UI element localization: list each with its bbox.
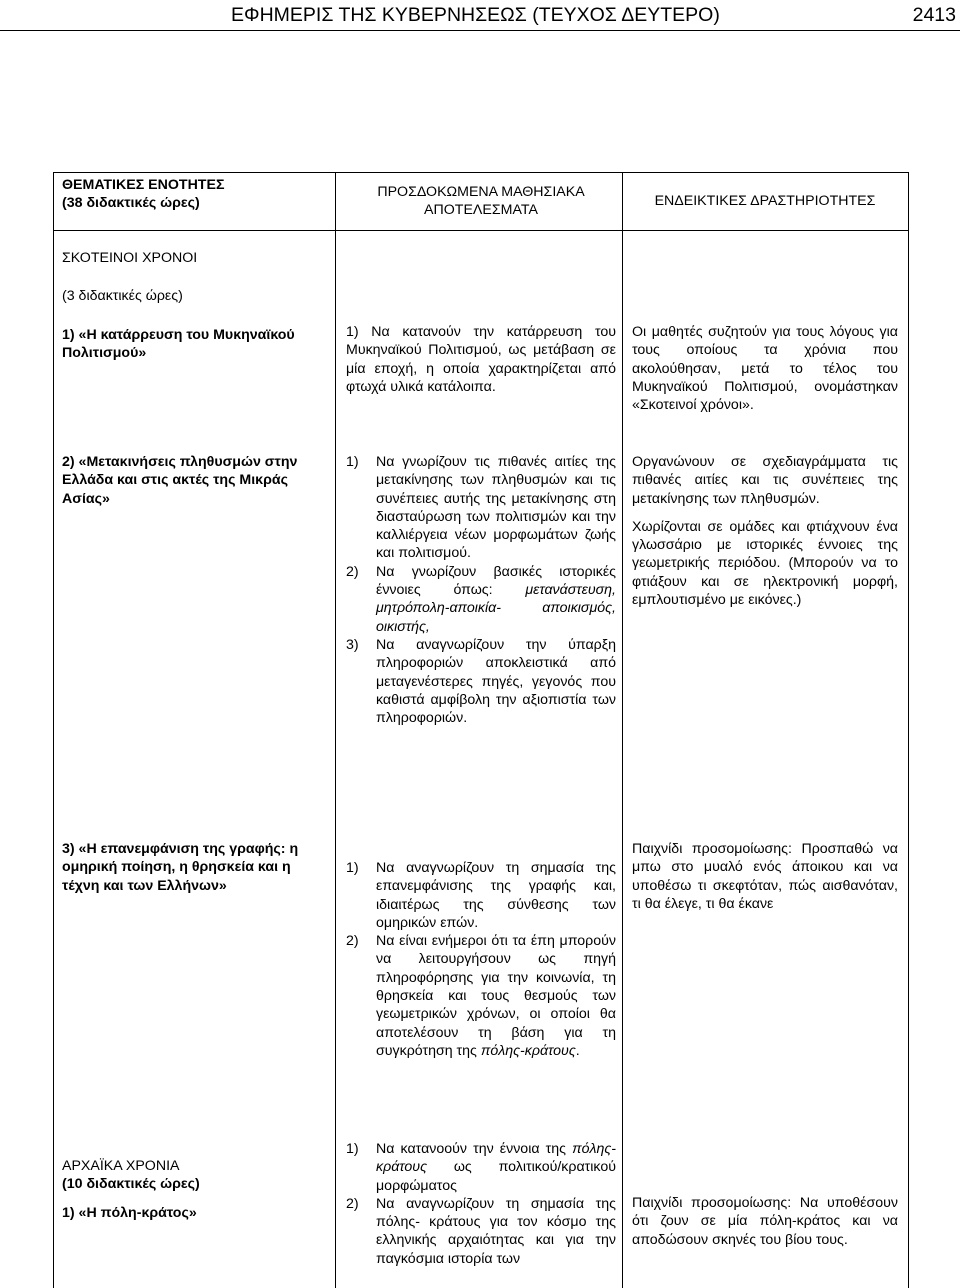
- topic-population-movements: 2) «Μετακινήσεις πληθυσμών στην Ελλάδα και στις ακτές της Μικράς Ασίας»: [62, 454, 298, 507]
- section-hours: (3 διδακτικές ώρες): [62, 288, 183, 305]
- header-col-topics: [62, 176, 324, 213]
- header-topics-title: ΘΕΜΑΤΙΚΕΣ ΕΝΟΤΗΤΕΣ: [62, 177, 225, 193]
- list-item: 1) Να γνωρίζουν τις πιθανές αιτίες της μετακίνησης των πληθυσμών και τις συνέπειες αυτής της μετακίνησης στη διασταύρωση των πολιτισμών και την καλλιέργεια νέων μορφωμάτων ζωής και πολιτισμού.: [346, 454, 616, 562]
- topic-writing-reappearance: 3) «Η επανεμφάνιση της γραφής: η ομηρική ποίηση, η θρησκεία και η τέχνη και των Ελλήνων»: [62, 841, 299, 894]
- list-item: 1) Να κατανοούν την έννοια της πόλης-κράτους ως πολιτικού/κρατικού μορφώματος: [346, 1141, 616, 1194]
- topic-mycenaean-collapse: 1) «Η κατάρρευση του Μυκηναϊκού Πολιτισμού»: [62, 326, 295, 361]
- list-item: 2) Να είναι ενήμεροι ότι τα έπη μπορούν να λειτουργήσουν ως πηγή πληροφόρησης για την κοινωνία, τη θρησκεία και τους θεσμούς των γεωμετρικών χρόνων, οι οποίοι θα αποτελέσουν τη βάση για τη συγκρότηση της πόλης-κράτους.: [346, 933, 616, 1059]
- section-archaic-years: [62, 1157, 324, 1222]
- activities-population-movements: [632, 453, 898, 609]
- table-border-top: [53, 172, 909, 173]
- list-item: 1) Να αναγνωρίζουν τη σημασία της επανεμφάνισης της γραφής και, ιδιαιτέρως της σύνθεσης των ομηρικών επών.: [346, 860, 616, 931]
- table-header-divider: [53, 230, 909, 231]
- table-divider-2: [622, 172, 623, 1288]
- activity-dark-ages-discussion: Οι μαθητές συζητούν για τους λόγους για τους οποίους τα χρόνια που ακολούθησαν, μετά το τέλος του Μυκηναϊκού Πολιτισμού, ονομάστηκαν «Σκοτεινοί χρόνοι».: [632, 324, 898, 414]
- page-header: [0, 0, 960, 31]
- section-dark-ages: [62, 249, 324, 362]
- activity-diagrams: Οργανώνουν σε σχεδιαγράμματα τις πιθανές αιτίες και τις συνέπειες της μετακίνησης των πληθυσμών.: [632, 454, 898, 507]
- header-title: ΕΦΗΜΕΡΙΣ ΤΗΣ ΚΥΒΕΡΝΗΣΕΩΣ (ΤΕΥΧΟΣ ΔΕΥΤΕΡΟ): [231, 4, 720, 26]
- outcome-mycenaean-collapse: 1) Να κατανούν την κατάρρευση του Μυκηναϊκού Πολιτισμού, ως μετάβαση σε μία εποχή, η οποία χαρακτηρίζεται από φτωχά υλικά κατάλοιπα.: [346, 324, 616, 395]
- list-item: 2) Να γνωρίζουν βασικές ιστορικές έννοιες όπως: μετανάστευση, μητρόπολη-αποικία- αποικισμός, οικιστής,: [346, 563, 616, 635]
- activity-glossary: Χωρίζονται σε ομάδες και φτιάχνουν ένα γλωσσάριο με ιστορικές έννοιες της γεωμετρικής περιόδου. (Μπορούν να το φτιάξουν και σε ηλεκτρονική μορφή, εμπλουτισμένο με εικόνες.): [632, 518, 898, 609]
- header-outcomes-line1: ΠΡΟΣΔΟΚΩΜΕΝΑ ΜΑΘΗΣΙΑΚΑ: [377, 184, 585, 200]
- table-border-left: [53, 172, 54, 1288]
- section-title: ΑΡΧΑΪΚΑ ΧΡΟΝΙΑ: [62, 1158, 180, 1174]
- header-activities-title: ΕΝΔΕΙΚΤΙΚΕΣ ΔΡΑΣΤΗΡΙΟΤΗΤΕΣ: [654, 193, 876, 209]
- page-number: 2413: [912, 4, 956, 26]
- list-item: 2) Να αναγνωρίζουν τη σημασία της πόλης- κράτους για τον κόσμο της ελληνικής αρχαιότητας και για την παγκόσμια ιστορία των: [346, 1195, 616, 1267]
- header-col-activities: [632, 192, 898, 210]
- outcomes-writing-reappearance: [346, 859, 616, 1060]
- header-col-outcomes: [346, 183, 616, 220]
- section-title: ΣΚΟΤΕΙΝΟΙ ΧΡΟΝΟΙ: [62, 250, 198, 266]
- list-item: 3) Να αναγνωρίζουν την ύπαρξη πληροφοριών αποκλειστικά από μεταγενέστερες πηγές, γεγονός που καθιστά αμφίβολη την αξιοπιστία των πληροφοριών.: [346, 636, 616, 727]
- section-hours: (10 διδακτικές ώρες): [62, 1176, 200, 1193]
- outcomes-city-state: [346, 1140, 616, 1268]
- table-divider-1: [335, 172, 336, 1288]
- activity-simulation-colonist: Παιχνίδι προσομοίωσης: Προσπαθώ να μπω στο μυαλό ενός άποικου και να υποθέσω τι σκεφτόταν, πώς αισθανόταν, τι θα έλεγε, τι θα έκανε: [632, 841, 898, 912]
- table-border-right: [908, 172, 909, 1288]
- topic-city-state: 1) «Η πόλη-κράτος»: [62, 1204, 197, 1221]
- activity-simulation-city-state: Παιχνίδι προσομοίωσης: Να υποθέσουν ότι ζουν σε μία πόλη-κράτος και να αποδώσουν σκηνές του βίου τους.: [632, 1195, 898, 1248]
- header-topics-hours: (38 διδακτικές ώρες): [62, 195, 200, 212]
- header-outcomes-line2: ΑΠΟΤΕΛΕΣΜΑΤΑ: [424, 202, 538, 219]
- outcomes-population-movements: [346, 453, 616, 727]
